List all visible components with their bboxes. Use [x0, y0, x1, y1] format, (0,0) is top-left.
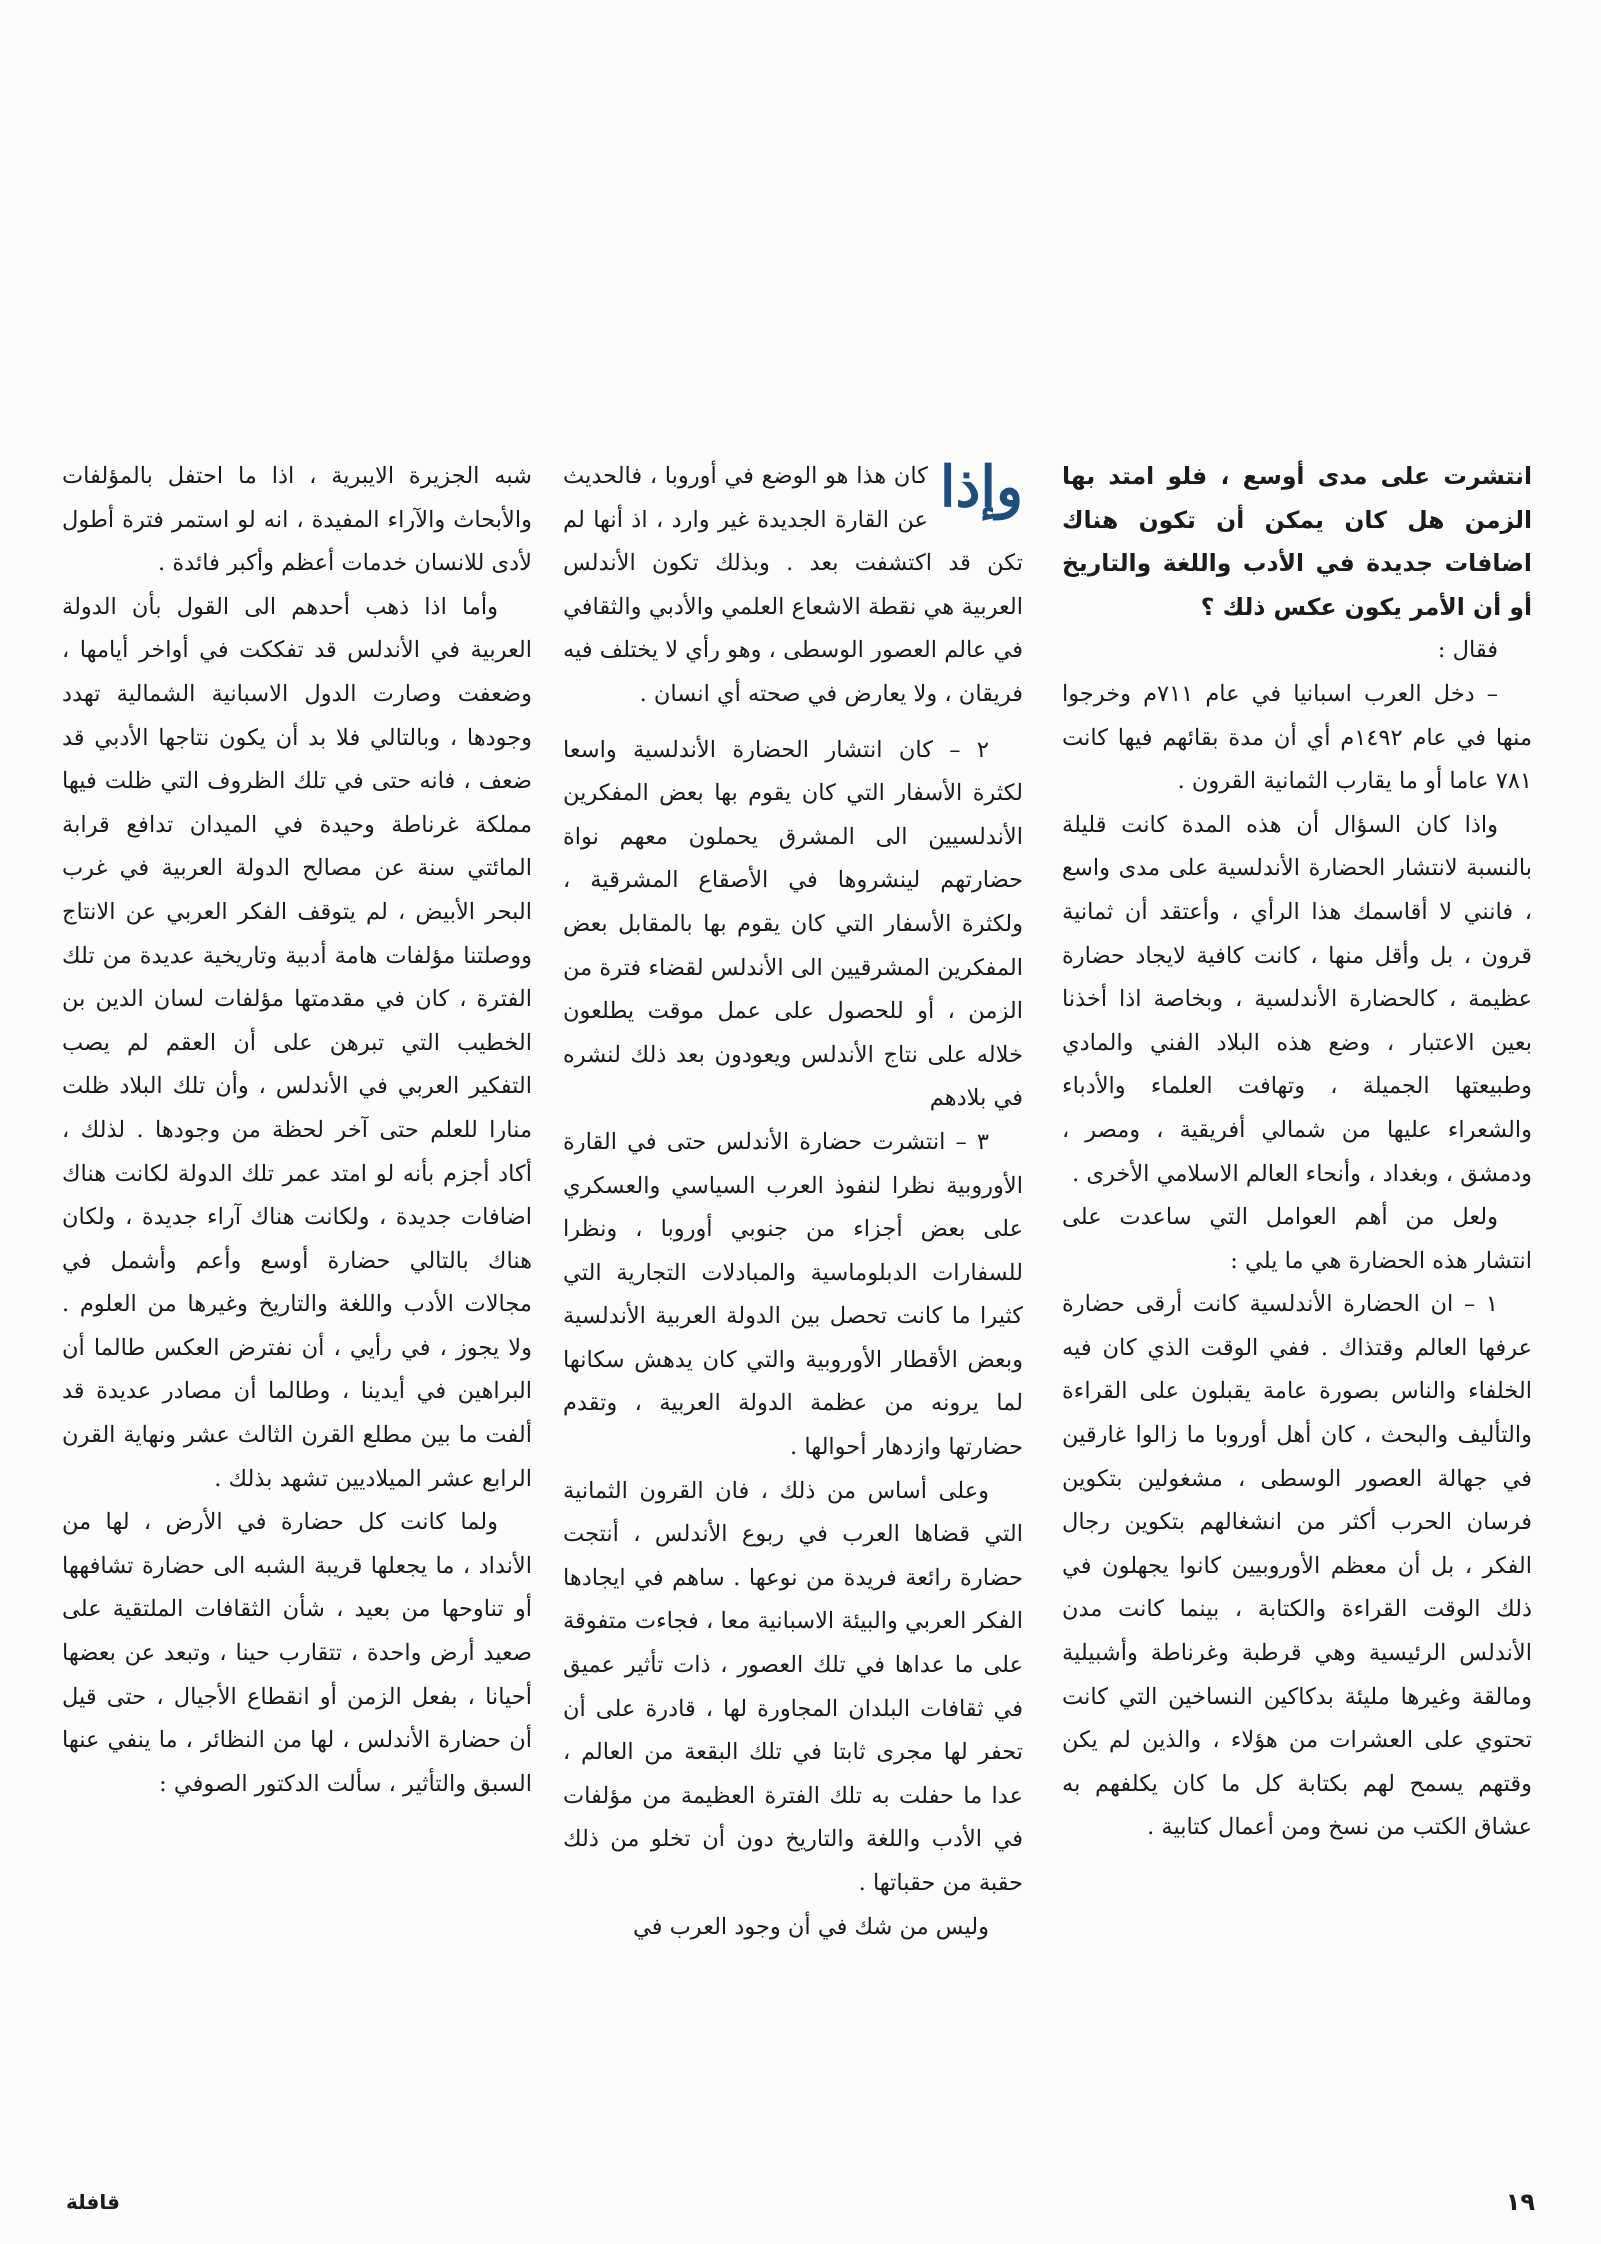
magazine-name: قافلة [66, 2190, 120, 2214]
paragraph: شبه الجزيرة الايبرية ، اذا ما احتفل بالمؤلفات والأبحاث والآراء المفيدة ، انه لو استمر فترة أطول لأدى للانسان خدمات أعظم وأكبر فائدة . [62, 463, 532, 577]
answer-intro: فقال : [1437, 637, 1498, 664]
paragraph: واذا كان السؤال أن هذه المدة كانت قليلة بالنسبة لانتشار الحضارة الأندلسية على مدى واسع ، فانني لا أقاسمك هذا الرأي ، وأعتقد أن ثمانية قرون ، بل وأقل منها ، كانت كافية لايجاد حضارة عظيمة ، كالحضارة الأندلسية ، وبخاصة اذا أخذنا بعين الاعتبار ، وضع هذه البلاد الفني والمادي وطبيعتها الجميلة ، وتهافت العلماء والأدباء والشعراء عليها من شمالي أفريقية ، ومصر ، ودمشق ، وبغداد ، وأنحاء العالم الاسلامي الأخرى . [1062, 811, 1532, 1187]
paragraph: وليس من شك في أن وجود العرب في [632, 1913, 989, 1940]
paragraph: ٣ – انتشرت حضارة الأندلس حتى في القارة الأوروبية نظرا لنفوذ العرب السياسي والعسكري على بعض أجزاء من جنوبي أوروبا ، ونظرا للسفارات الدبلوماسية والمبادلات التجارية التي كثيرا ما كانت تحصل بين الدولة العربية الأندلسية وبعض الأقطار الأوروبية والتي كان يدهش سكانها لما يرونه من عظمة الدولة العربية ، وتقدم حضارتها وازدهار أحوالها . [563, 1128, 1023, 1461]
paragraph: – دخل العرب اسبانيا في عام ٧١١م وخرجوا منها في عام ١٤٩٢م أي أن مدة بقائهم فيها كانت ٧٨١ عاما أو ما يقارب الثمانية القرون . [1062, 680, 1532, 795]
page-number: ١٩ [1505, 2188, 1535, 2216]
paragraph-text: كان هذا هو الوضع في أوروبا ، فالحديث عن القارة الجديدة غير وارد ، اذ أنها لم تكن قد اكتشفت بعد . وبذلك تكون الأندلس العربية هي نقطة الاشعاع العلمي والأدبي والثقافي في عالم العصور الوسطى ، وهو رأي لا يختلف فيه فريقان ، ولا يعارض في صحته أي انسان . [563, 463, 1023, 707]
article-column-middle [563, 455, 1023, 1949]
paragraph [563, 455, 1023, 717]
paragraph: وعلى أساس من ذلك ، فان القرون الثمانية التي قضاها العرب في ربوع الأندلس ، أنتجت حضارة رائعة فريدة من نوعها . ساهم في ايجادها الفكر العربي والبيئة الاسبانية معا ، فجاءت متفوقة على ما عداها في تلك العصور ، ذات تأثير عميق في ثقافات البلدان المجاورة لها ، قادرة على أن تحفر لها مجرى ثابتا في تلك البقعة من العالم ، عدا ما حفلت به تلك الفترة العظيمة من مؤلفات في الأدب واللغة والتاريخ دون أن تخلو من ذلك حقبة من حقباتها . [563, 1477, 1023, 1896]
article-column-left [62, 455, 532, 1806]
paragraph: ولعل من أهم العوامل التي ساعدت على انتشار هذه الحضارة هي ما يلي : [1062, 1204, 1532, 1274]
drop-word: وإذا [939, 454, 1023, 520]
paragraph: ١ – ان الحضارة الأندلسية كانت أرقى حضارة عرفها العالم وقتذاك . ففي الوقت الذي كان فيه الخلفاء والناس بصورة عامة يقبلون على القراءة والتأليف والبحث ، كان أهل أوروبا ما زالوا غارقين في جهالة العصور الوسطى ، مشغولين بتكوين فرسان الحرب أكثر من انشغالهم بتكوين رجال الفكر ، بل أن معظم الأوروبيين كانوا يجهلون في ذلك الوقت القراءة والكتابة ، بينما كانت مدن الأندلس الرئيسية وهي قرطبة وغرناطة وأشبيلية ومالقة وغيرها مليئة بدكاكين النساخين التي كانت تحتوي على العشرات من هؤلاء ، والذين لم يكن وقتهم يسمح لهم بكتابة كل ما كان يكلفهم به عشاق الكتب من نسخ ومن أعمال كتابية . [1062, 1291, 1532, 1841]
paragraph: ٢ – كان انتشار الحضارة الأندلسية واسعا لكثرة الأسفار التي كان يقوم بها بعض المفكرين الأندلسيين الى المشرق يحملون معهم نواة حضارتهم لينشروها في الأصقاع المشرقية ، ولكثرة الأسفار التي كان يقوم بها بالمقابل بعض المفكرين المشرقيين الى الأندلس لقضاء فترة من الزمن ، أو للحصول على عمل موقت يطلعون خلاله على نتاج الأندلس ويعودون بعد ذلك لنشره في بلادهم [563, 736, 1023, 1112]
paragraph: وأما اذا ذهب أحدهم الى القول بأن الدولة العربية في الأندلس قد تفككت في أواخر أيامها ، وضعفت وصارت الدول الاسبانية الشمالية تهدد وجودها ، وبالتالي فلا بد أن يكون نتاجها الأدبي قد ضعف ، فانه حتى في تلك الظروف التي ظلت فيها مملكة غرناطة وحيدة في الميدان تدافع قرابة المائتي سنة عن مصالح الدولة العربية في غرب البحر الأبيض ، لم يتوقف الفكر العربي عن الانتاج ووصلتنا مؤلفات هامة أدبية وتاريخية عديدة من تلك الفترة ، كان في مقدمتها مؤلفات لسان الدين بن الخطيب التي تبرهن على أن العقم لم يصب التفكير العربي في الأندلس ، وأن تلك البلاد ظلت منارا للعلم حتى آخر لحظة من وجودها . لذلك ، أكاد أجزم بأنه لو امتد عمر تلك الدولة لكانت هناك اضافات جديدة ، ولكانت هناك آراء جديدة ، ولكان هناك بالتالي حضارة أوسع وأعم وأشمل في مجالات الأدب واللغة والتاريخ وغيرها من العلوم . ولا يجوز ، في رأيي ، أن نفترض العكس طالما أن البراهين في أيدينا ، وطالما أن مصادر عديدة قد ألفت ما بين مطلع القرن الثالث عشر ونهاية القرن الرابع عشر الميلاديين تشهد بذلك . [62, 593, 532, 1492]
article-column-right [1062, 455, 1532, 1850]
paragraph: ولما كانت كل حضارة في الأرض ، لها من الأنداد ، ما يجعلها قريبة الشبه الى حضارة تشافهها أو تناوحها من بعيد ، شأن الثقافات الملتقية على صعيد أرض واحدة ، تتقارب حينا ، وتبعد عن بعضها أحيانا ، بفعل الزمن أو انقطاع الأجيال ، حتى قيل أن حضارة الأندلس ، لها من النظائر ، ما ينفي عنها السبق والتأثير ، سألت الدكتور الصوفي : [62, 1509, 532, 1797]
interview-question: انتشرت على مدى أوسع ، فلو امتد بها الزمن هل كان يمكن أن تكون هناك اضافات جديدة في الأدب واللغة والتاريخ أو أن الأمر يكون عكس ذلك ؟ [1062, 462, 1532, 621]
